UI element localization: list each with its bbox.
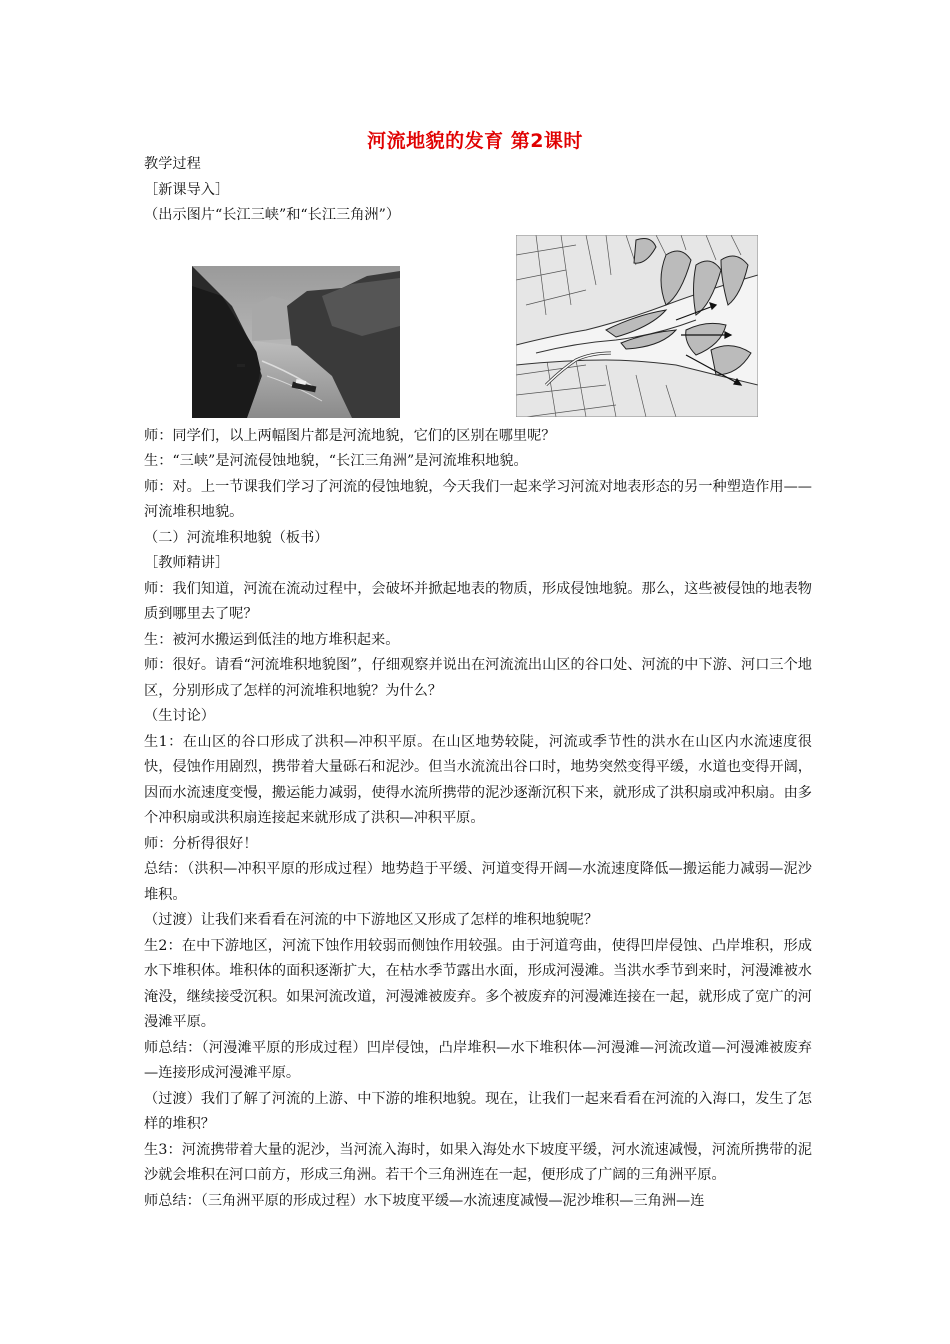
paragraph: （过渡）我们了解了河流的上游、中下游的堆积地貌。现在，让我们一起来看看在河流的入海口，发生了怎样的堆积？: [144, 1090, 812, 1132]
paragraph: 总结：（洪积—冲积平原的形成过程）地势趋于平缓、河道变得开阔—水流速度降低—搬运能力减弱—泥沙堆积。: [144, 861, 812, 903]
paragraph: 师：分析得很好！: [144, 835, 258, 852]
figure-row: [144, 231, 812, 421]
paragraph: （过渡）让我们来看看在河流的中下游地区又形成了怎样的堆积地貌呢？: [144, 912, 599, 928]
yangtze-delta-sketch: [516, 235, 758, 417]
image-instruction: （出示图片“长江三峡”和“长江三角洲”）: [144, 207, 401, 223]
three-gorges-photo: [192, 266, 400, 418]
paragraph: 师：我们知道，河流在流动过程中，会破坏并掀起地表的物质，形成侵蚀地貌。那么，这些被侵蚀的地表物质到哪里去了呢？: [144, 580, 812, 622]
section-heading: 教学过程: [144, 156, 201, 172]
paragraph: 生：被河水搬运到低洼的地方堆积起来。: [144, 631, 400, 648]
paragraph: 生：“三峡”是河流侵蚀地貌，“长江三角洲”是河流堆积地貌。: [144, 453, 528, 469]
paragraph: 师总结：（三角洲平原的形成过程）水下坡度平缓—水流速度减慢—泥沙堆积—三角洲—连: [144, 1192, 705, 1209]
paragraph: （二）河流堆积地貌（板书）: [144, 529, 329, 546]
page-title: 河流地貌的发育 第2课时: [367, 130, 583, 152]
paragraph: 师：很好。请看“河流堆积地貌图”，仔细观察并说出在河流流出山区的谷口处、河流的中下游、河口三个地区，分别形成了怎样的河流堆积地貌？为什么？: [144, 657, 812, 699]
paragraph: （生讨论）: [144, 708, 215, 724]
paragraph: 师：同学们，以上两幅图片都是河流地貌，它们的区别在哪里呢？: [144, 427, 556, 444]
paragraph: 生3：河流携带着大量的泥沙，当河流入海时，如果入海处水下坡度平缓，河水流速减慢，河流所携带的泥沙就会堆积在河口前方，形成三角洲。若干个三角洲连在一起，便形成了广阔的三角洲平原。: [144, 1141, 812, 1183]
paragraph: 生1：在山区的谷口形成了洪积—冲积平原。在山区地势较陡，河流或季节性的洪水在山区内水流速度很快，侵蚀作用剧烈，携带着大量砾石和泥沙。但当水流流出谷口时，地势突然变得平缓，水道也变得开阔，因而水流速度变慢，搬运能力减弱，使得水流所携带的泥沙逐渐沉积下来，就形成了洪积扇或冲积扇。由多个冲积扇或洪积扇连接起来就形成了洪积—冲积平原。: [144, 733, 812, 826]
lesson-body: [144, 152, 812, 1214]
paragraph: 生2：在中下游地区，河流下蚀作用较弱而侧蚀作用较强。由于河道弯曲，使得凹岸侵蚀、凸岸堆积，形成水下堆积体。堆积体的面积逐渐扩大，在枯水季节露出水面，形成河漫滩。当洪水季节到来时，河漫滩被水淹没，继续接受沉积。如果河流改道，河漫滩被废弃。多个被废弃的河漫滩连接在一起，就形成了宽广的河漫滩平原。: [144, 937, 812, 1030]
subsection-heading: ［新课导入］: [144, 181, 230, 198]
paragraph: ［教师精讲］: [144, 555, 230, 571]
paragraph: 师总结：（河漫滩平原的形成过程）凹岸侵蚀，凸岸堆积—水下堆积体—河漫滩—河流改道—河漫滩被废弃—连接形成河漫滩平原。: [144, 1039, 812, 1081]
paragraph: 师：对。上一节课我们学习了河流的侵蚀地貌，今天我们一起来学习河流对地表形态的另一种塑造作用——河流堆积地貌。: [144, 478, 812, 520]
